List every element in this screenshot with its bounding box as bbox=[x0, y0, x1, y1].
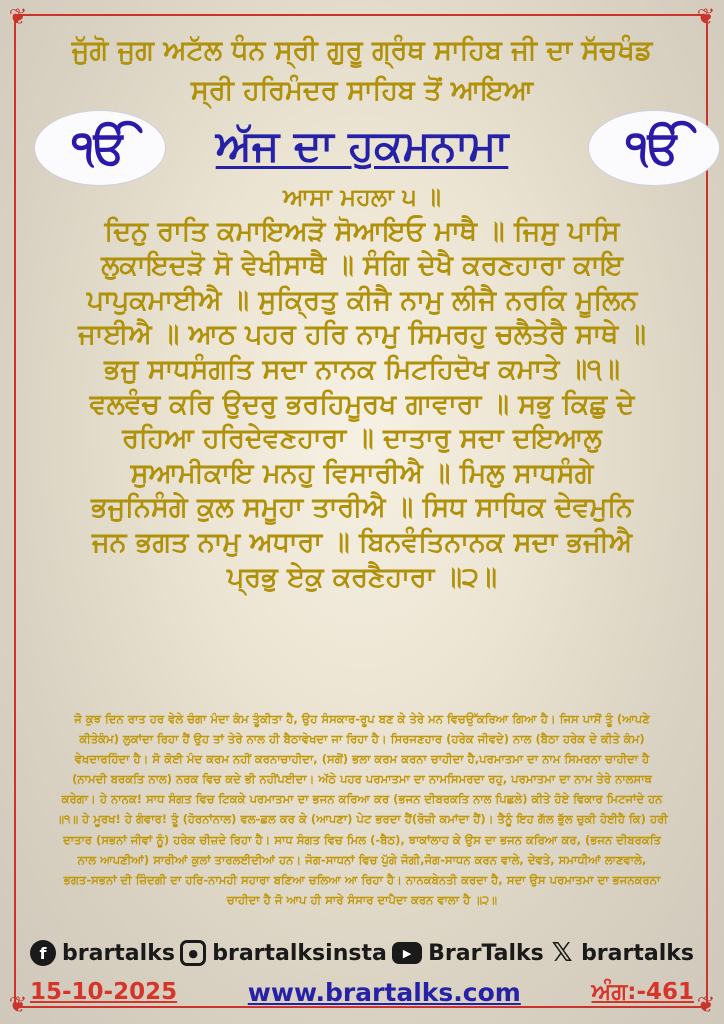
facebook-icon: f bbox=[30, 940, 56, 966]
x-link[interactable] bbox=[549, 940, 694, 966]
meaning-line: ਵੇਖਦਾਰਹਿੰਦਾ ਹੈ। ਸੋ ਕੋਈ ਮੰਦ ਕਰਮ ਨਹੀਂ ਕਰਨਾਚਾਹੀਦਾ, (ਸਗੋਂ) ਭਲਾ ਕਰਮ ਕਰਨਾ ਚਾਹੀਦਾ ਹੈ,ਪਰਮਾਤਮਾ ਦਾ ਨਾਮ ਸਿਮਰਨਾ ਚਾਹੀਦਾ ਹੈ bbox=[74, 752, 650, 767]
facebook-handle: brartalks bbox=[62, 940, 175, 966]
meaning-line: ਚਾਹੀਦਾ ਹੈ ਜੋ ਆਪ ਹੀ ਸਾਰੇ ਸੰਸਾਰ ਦਾਪੈਦਾ ਕਰਨ ਵਾਲਾ ਹੈ ॥੨॥ bbox=[226, 892, 498, 907]
shabad-line: ਸੁਆਮੀਕਾਇ ਮਨਹੁ ਵਿਸਾਰੀਐ ॥ ਮਿਲੁ ਸਾਧਸੰਗੇ bbox=[130, 457, 594, 489]
x-icon: 𝕏 bbox=[551, 938, 573, 968]
meaning-line: ਕੀਤੇਕੰਮ) ਲੁਕਾਂਦਾ ਰਿਹਾ ਹੈਂ ਉਹ ਤਾਂ ਤੇਰੇ ਨਾਲ ਹੀ ਬੈਠਾਵੇਖਦਾ ਜਾ ਰਿਹਾ ਹੈ। ਸਿਰਜਣਹਾਰ (ਹਰੇਕ ਜੀਵਦੇ) ਨਾਲ (ਬੈਠਾ ਹਰੇਕ ਦੇ ਕੀਤੇ ਕੰਮ) bbox=[79, 732, 645, 747]
meaning-line: ਕਰੇਗਾ। ਹੇ ਨਾਨਕ! ਸਾਧ ਸੰਗਤ ਵਿਚ ਟਿਕਕੇ ਪਰਮਾਤਮਾ ਦਾ ਭਜਨ ਕਰਿਆ ਕਰ (ਭਜਨ ਦੀਬਰਕਤਿ ਨਾਲ ਪਿਛਲੇ) ਕੀਤੇ ਹੋਏ ਵਿਕਾਰ ਮਿਟਜਾਂਦੇ ਹਨ bbox=[61, 792, 663, 807]
shabad-text bbox=[34, 180, 690, 595]
shabad-line: ਪ੍ਰਭੁ ਏਕੁ ਕਰਣੈਹਾਰਾ ॥੨॥ bbox=[227, 561, 497, 593]
shabad-line: ਦਿਨੁ ਰਾਤਿ ਕਮਾਇਅੜੋ ਸੋਆਇਓ ਮਾਥੈ ॥ ਜਿਸੁ ਪਾਸਿ bbox=[104, 215, 620, 247]
meaning-line: ਭਗਤ-ਸਭਨਾਂ ਦੀ ਜ਼ਿੰਦਗੀ ਦਾ ਹਰਿ-ਨਾਮਹੀ ਸਹਾਰਾ ਬਣਿਆ ਚਲਿਆ ਆ ਰਿਹਾ ਹੈ। ਨਾਨਕਬੇਨਤੀ ਕਰਦਾ ਹੈ, ਸਦਾ ਉਸ ਪਰਮਾਤਮਾ ਦਾ ਭਜਨਕਰਨਾ bbox=[63, 872, 661, 887]
meaning-line: ਦਾਤਾਰ (ਸਭਨਾਂ ਜੀਵਾਂ ਨੂੰ) ਹਰੇਕ ਚੀਜ਼ਦੇ ਰਿਹਾ ਹੈ। ਸਾਧ ਸੰਗਤ ਵਿਚ ਮਿਲ (-ਬੈਠ), ਝਾਕਾਂਲਾਹ ਕੇ ਉਸ ਦਾ ਭਜਨ ਕਰਿਆ ਕਰ, (ਭਜਨ ਦੀਬਰਕਤਿ bbox=[63, 832, 661, 847]
shabad-meaning bbox=[40, 709, 684, 910]
corner-ornament-icon: ❦ bbox=[8, 993, 28, 1018]
page-title: ਅੱਜ ਦਾ ਹੁਕਮਨਾਮਾ bbox=[215, 121, 509, 170]
shabad-line: ਜਾਈਐ ॥ ਆਠ ਪਹਰ ਹਰਿ ਨਾਮੁ ਸਿਮਰਹੁ ਚਲੈਤੇਰੈ ਸਾਥੇ ॥ bbox=[78, 319, 646, 351]
instagram-handle: brartalksinsta bbox=[212, 940, 387, 966]
meaning-line: (ਨਾਮਦੀ ਬਰਕਤਿ ਨਾਲ) ਨਰਕ ਵਿਚ ਕਦੇ ਭੀ ਨਹੀਂਪਈਦਾ। ਅੱਠੇ ਪਹਰ ਪਰਮਾਤਮਾ ਦਾ ਨਾਮਸਿਮਰਦਾ ਰਹੁ, ਪਰਮਾਤਮਾ ਦਾ ਨਾਮ ਤੇਰੇ ਨਾਲਸਾਥ bbox=[72, 772, 652, 787]
date-label: 15-10-2025 bbox=[30, 979, 178, 1005]
shabad-line: ਪਾਪੁਕਮਾਈਐ ॥ ਸੁਕ੍ਰਿਤੁ ਕੀਜੈ ਨਾਮੁ ਲੀਜੈ ਨਰਕਿ ਮੂਲਿਨ bbox=[86, 284, 638, 316]
shabad-line: ਜਨ ਭਗਤ ਨਾਮੁ ਅਧਾਰਾ ॥ ਬਿਨਵੰਤਿਨਾਨਕ ਸਦਾ ਭਜੀਐ bbox=[91, 526, 633, 558]
x-handle: brartalks bbox=[581, 940, 694, 966]
corner-ornament-icon: ❦ bbox=[696, 5, 716, 30]
social-links bbox=[30, 936, 694, 970]
website-link[interactable]: www.brartalks.com bbox=[247, 977, 521, 1007]
header-line-1: ਜੁੱਗੋ ਜੁਗ ਅਟੱਲ ਧੰਨ ਸ੍ਰੀ ਗੁਰੂ ਗ੍ਰੰਥ ਸਾਹਿਬ ਜੀ ਦਾ ਸੱਚਖੰਡ bbox=[71, 35, 653, 66]
youtube-link[interactable] bbox=[392, 941, 544, 966]
meaning-line: ਨਾਲ ਆਪਣੀਆਂ) ਸਾਰੀਆਂ ਕੁਲਾਂ ਤਾਰਲਈਦੀਆਂ ਹਨ। ਜੋਗ-ਸਾਧਨਾਂ ਵਿਚ ਪੁੱਗੇ ਜੋਗੀ,ਜੋਗ-ਸਾਧਨ ਕਰਨ ਵਾਲੇ, ਦੇਵਤੇ, ਸਮਾਧੀਆਂ ਲਾਣਵਾਲੇ, bbox=[77, 852, 647, 867]
corner-ornament-icon: ❦ bbox=[8, 5, 28, 30]
shabad-line: ਭਜੁ ਸਾਧਸੰਗਤਿ ਸਦਾ ਨਾਨਕ ਮਿਟਹਿਦੋਖ ਕਮਾਤੇ ॥੧॥ bbox=[104, 353, 620, 385]
instagram-link[interactable] bbox=[180, 940, 387, 966]
shabad-line: ਭਜੁਨਿਸੰਗੇ ਕੁਲ ਸਮੂਹਾ ਤਾਰੀਐ ॥ ਸਿਧ ਸਾਧਿਕ ਦੇਵਮੁਨਿ bbox=[91, 492, 633, 524]
shabad-line: ਵਲਵੰਚ ਕਰਿ ਉਦਰੁ ਭਰਹਿਮੂਰਖ ਗਾਵਾਰਾ ॥ ਸਭੁ ਕਿਛੁ ਦੇ bbox=[89, 388, 635, 420]
meaning-line: ॥੧॥ ਹੇ ਮੂਰਖ! ਹੇ ਗੰਵਾਰ! ਤੂੰ (ਹੋਰਨਾਂਨਾਲ) ਵਲ-ਛਲ ਕਰ ਕੇ (ਆਪਣਾ) ਪੇਟ ਭਰਦਾ ਹੈਂ(ਰੋਜ਼ੀ ਕਮਾਂਦਾ ਹੈਂ)। ਤੈਨੂੰ ਇਹ ਗੱਲ ਭੁੱਲ ਚੁਕੀ ਹੋਈਹੈ ਕਿ) ਹਰੀ bbox=[56, 812, 668, 827]
meaning-line: ਜੋ ਕੁਝ ਦਿਨ ਰਾਤ ਹਰ ਵੇਲੇ ਚੰਗਾ ਮੰਦਾ ਕੰਮ ਤੂੰਕੀਤਾ ਹੈ, ਉਹ ਸੰਸਕਾਰ-ਰੂਪ ਬਣ ਕੇ ਤੇਰੇ ਮਨ ਵਿਚਉੱਕਰਿਆ ਗਿਆ ਹੈ। ਜਿਸ ਪਾਸੋਂ ਤੂੰ (ਆਪਣੇ bbox=[74, 712, 650, 726]
corner-ornament-icon: ❦ bbox=[696, 993, 716, 1018]
shabad-line: ਆਸਾ ਮਹਲਾ ੫ ॥ bbox=[283, 183, 441, 211]
shabad-line: ਲੁਕਾਇਦੜੋ ਸੋ ਵੇਖੀਸਾਥੈ ॥ ਸੰਗਿ ਦੇਖੈ ਕਰਣਹਾਰਾ ਕਾਇ bbox=[101, 250, 623, 282]
shabad-line: ਰਹਿਆ ਹਰਿਦੇਵਣਹਾਰਾ ॥ ਦਾਤਾਰੁ ਸਦਾ ਦਇਆਲੁ bbox=[122, 423, 602, 455]
ek-onkar-left-icon: ੴ bbox=[34, 110, 166, 186]
header-line-2: ਸ੍ਰੀ ਹਰਿਮੰਦਰ ਸਾਹਿਬ ਤੋਂ ਆਇਆ bbox=[190, 75, 534, 106]
youtube-icon: ▶ bbox=[392, 942, 422, 964]
footer bbox=[30, 976, 694, 1008]
ang-number: ਅੰਗ:-461 bbox=[591, 979, 694, 1005]
youtube-handle: BrarTalks bbox=[428, 940, 544, 966]
instagram-icon: ● bbox=[180, 940, 206, 966]
ek-onkar-right-icon: ੴ bbox=[588, 110, 720, 186]
facebook-link[interactable] bbox=[30, 940, 175, 966]
